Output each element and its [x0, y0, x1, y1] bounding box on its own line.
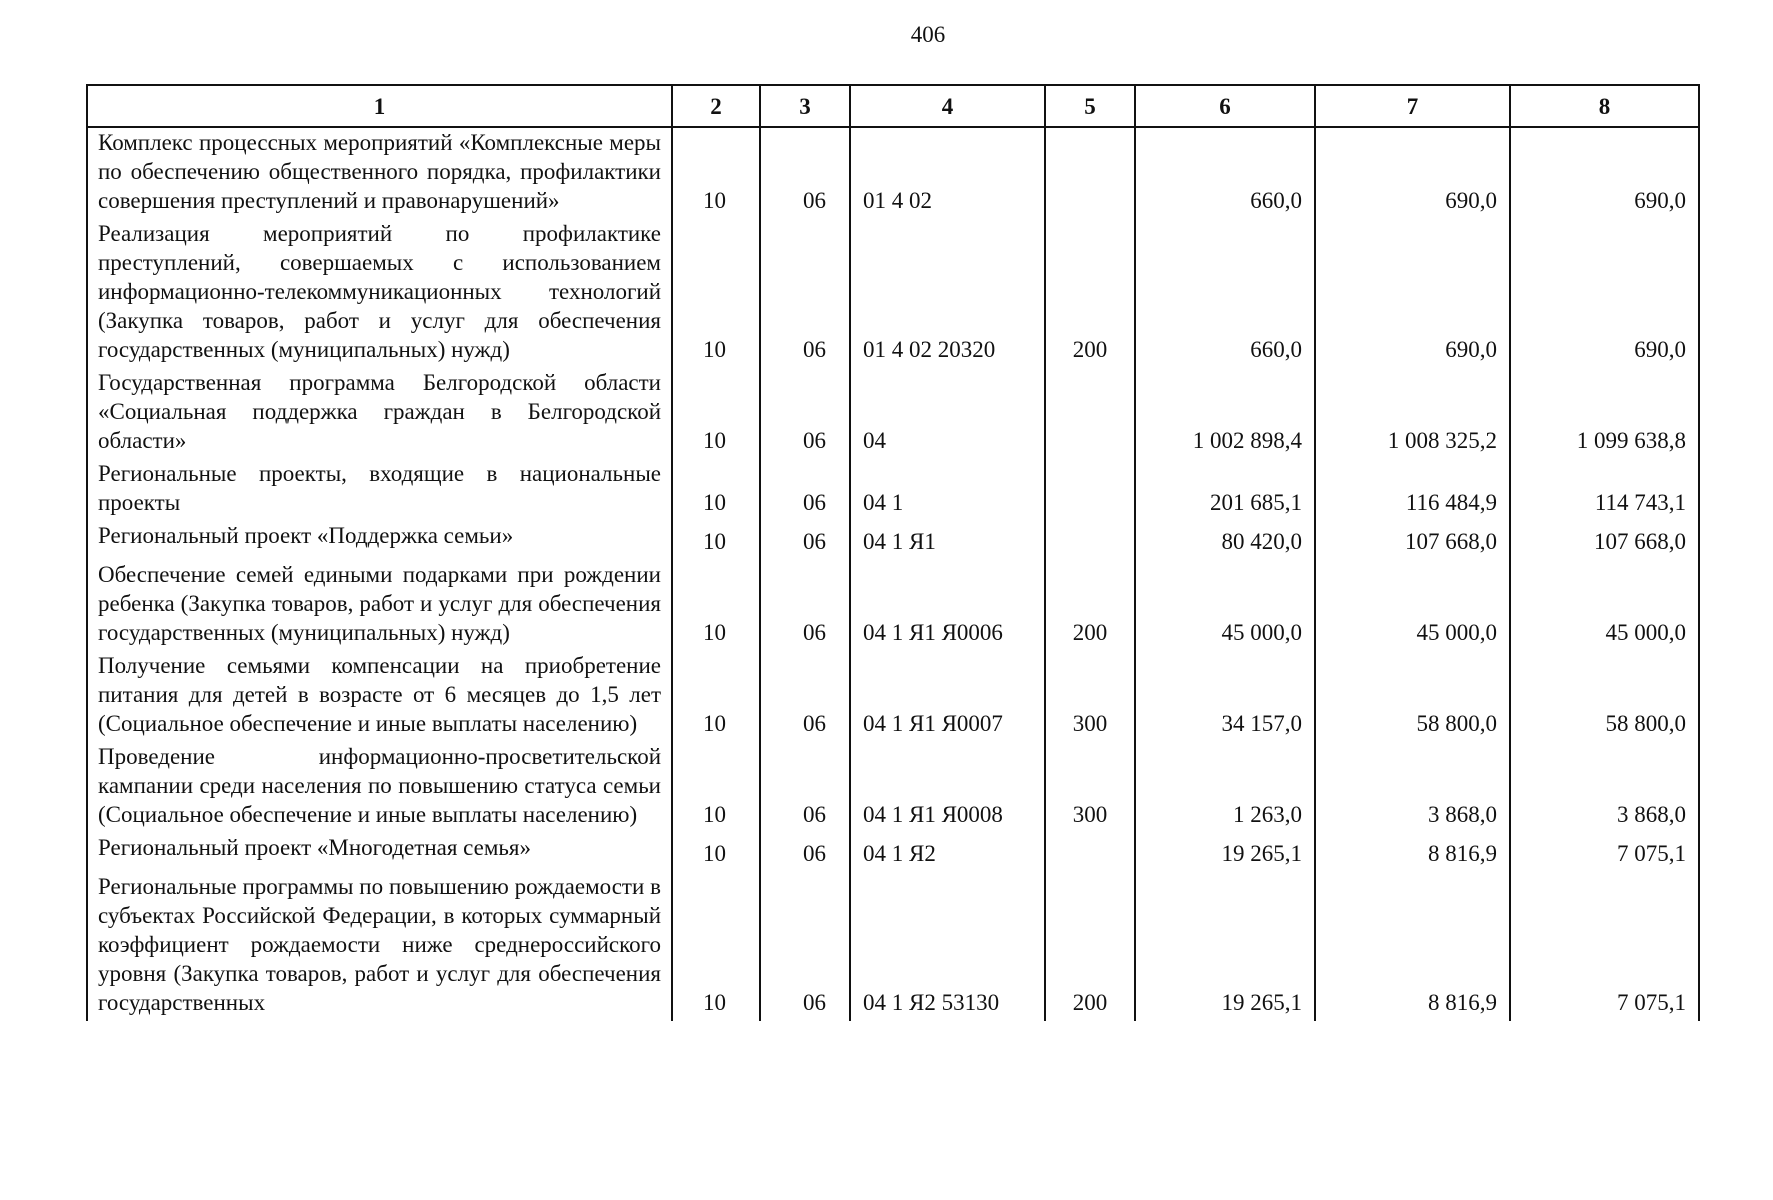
row-expense-type: 300 — [1045, 742, 1135, 833]
row-amount-year1: 660,0 — [1135, 219, 1315, 368]
row-name: Региональный проект «Поддержка семьи» — [87, 521, 672, 560]
header-col-3: 3 — [760, 85, 850, 127]
row-amount-year1: 201 685,1 — [1135, 459, 1315, 521]
row-amount-year1: 1 002 898,4 — [1135, 368, 1315, 459]
row-amount-year3: 1 099 638,8 — [1510, 368, 1699, 459]
row-amount-year3: 3 868,0 — [1510, 742, 1699, 833]
row-amount-year1: 34 157,0 — [1135, 651, 1315, 742]
row-name: Региональные программы по повышению рождаемости в субъектах Российской Федерации, в которых суммарный коэффициент рождаемости ниже среднероссийского уровня (Закупка товаров, работ и услуг для обеспечения государственных — [87, 872, 672, 1021]
table-row — [87, 833, 1699, 872]
row-section: 10 — [672, 651, 760, 742]
row-name: Государственная программа Белгородской области «Социальная поддержка граждан в Белгородской области» — [87, 368, 672, 459]
row-amount-year3: 107 668,0 — [1510, 521, 1699, 560]
row-section: 10 — [672, 368, 760, 459]
header-col-8: 8 — [1510, 85, 1699, 127]
row-amount-year2: 690,0 — [1315, 219, 1510, 368]
row-target-code: 04 1 Я1 Я0008 — [850, 742, 1045, 833]
row-name: Региональные проекты, входящие в национальные проекты — [87, 459, 672, 521]
row-expense-type — [1045, 521, 1135, 560]
row-expense-type: 200 — [1045, 872, 1135, 1021]
row-subsection: 06 — [760, 368, 850, 459]
table-row — [87, 127, 1699, 219]
table-row — [87, 742, 1699, 833]
row-section: 10 — [672, 521, 760, 560]
row-expense-type — [1045, 459, 1135, 521]
row-subsection: 06 — [760, 742, 850, 833]
budget-table — [86, 84, 1700, 1021]
row-amount-year1: 19 265,1 — [1135, 872, 1315, 1021]
row-section: 10 — [672, 459, 760, 521]
header-col-1: 1 — [87, 85, 672, 127]
table-row — [87, 651, 1699, 742]
row-amount-year2: 690,0 — [1315, 127, 1510, 219]
row-subsection: 06 — [760, 127, 850, 219]
row-amount-year3: 114 743,1 — [1510, 459, 1699, 521]
row-expense-type — [1045, 368, 1135, 459]
table-row — [87, 521, 1699, 560]
row-amount-year2: 3 868,0 — [1315, 742, 1510, 833]
row-amount-year3: 58 800,0 — [1510, 651, 1699, 742]
row-amount-year3: 45 000,0 — [1510, 560, 1699, 651]
row-target-code: 04 1 Я1 Я0006 — [850, 560, 1045, 651]
row-amount-year1: 45 000,0 — [1135, 560, 1315, 651]
row-expense-type — [1045, 127, 1135, 219]
row-section: 10 — [672, 742, 760, 833]
row-subsection: 06 — [760, 459, 850, 521]
row-amount-year2: 45 000,0 — [1315, 560, 1510, 651]
row-name: Проведение информационно-просветительской кампании среди населения по повышению статуса семьи (Социальное обеспечение и иные выплаты населению) — [87, 742, 672, 833]
row-amount-year2: 8 816,9 — [1315, 872, 1510, 1021]
row-subsection: 06 — [760, 521, 850, 560]
row-amount-year1: 80 420,0 — [1135, 521, 1315, 560]
table-row — [87, 560, 1699, 651]
row-amount-year1: 660,0 — [1135, 127, 1315, 219]
row-amount-year3: 7 075,1 — [1510, 872, 1699, 1021]
table-row — [87, 368, 1699, 459]
row-amount-year3: 690,0 — [1510, 219, 1699, 368]
row-section: 10 — [672, 127, 760, 219]
header-row — [87, 85, 1699, 127]
row-target-code: 04 — [850, 368, 1045, 459]
row-amount-year2: 1 008 325,2 — [1315, 368, 1510, 459]
row-section: 10 — [672, 833, 760, 872]
header-col-6: 6 — [1135, 85, 1315, 127]
row-amount-year1: 19 265,1 — [1135, 833, 1315, 872]
row-subsection: 06 — [760, 651, 850, 742]
row-name: Реализация мероприятий по профилактике преступлений, совершаемых с использованием информационно-телекоммуникационных технологий (Закупка товаров, работ и услуг для обеспечения государственных (муниципальных) нужд) — [87, 219, 672, 368]
row-target-code: 04 1 — [850, 459, 1045, 521]
row-subsection: 06 — [760, 833, 850, 872]
row-target-code: 04 1 Я1 — [850, 521, 1045, 560]
row-amount-year1: 1 263,0 — [1135, 742, 1315, 833]
row-section: 10 — [672, 560, 760, 651]
row-subsection: 06 — [760, 560, 850, 651]
header-col-4: 4 — [850, 85, 1045, 127]
row-amount-year3: 690,0 — [1510, 127, 1699, 219]
row-section: 10 — [672, 872, 760, 1021]
header-col-7: 7 — [1315, 85, 1510, 127]
row-expense-type: 200 — [1045, 560, 1135, 651]
row-target-code: 01 4 02 20320 — [850, 219, 1045, 368]
row-expense-type: 300 — [1045, 651, 1135, 742]
row-amount-year2: 116 484,9 — [1315, 459, 1510, 521]
row-expense-type: 200 — [1045, 219, 1135, 368]
row-name: Региональный проект «Многодетная семья» — [87, 833, 672, 872]
row-amount-year3: 7 075,1 — [1510, 833, 1699, 872]
row-name: Обеспечение семей едиными подарками при рождении ребенка (Закупка товаров, работ и услуг для обеспечения государственных (муниципальных) нужд) — [87, 560, 672, 651]
row-amount-year2: 58 800,0 — [1315, 651, 1510, 742]
table-row — [87, 459, 1699, 521]
row-name: Комплекс процессных мероприятий «Комплексные меры по обеспечению общественного порядка, профилактики совершения преступлений и правонарушений» — [87, 127, 672, 219]
row-name: Получение семьями компенсации на приобретение питания для детей в возрасте от 6 месяцев до 1,5 лет (Социальное обеспечение и иные выплаты населению) — [87, 651, 672, 742]
row-expense-type — [1045, 833, 1135, 872]
header-col-5: 5 — [1045, 85, 1135, 127]
row-section: 10 — [672, 219, 760, 368]
row-target-code: 01 4 02 — [850, 127, 1045, 219]
row-subsection: 06 — [760, 872, 850, 1021]
row-amount-year2: 107 668,0 — [1315, 521, 1510, 560]
row-amount-year2: 8 816,9 — [1315, 833, 1510, 872]
row-subsection: 06 — [760, 219, 850, 368]
row-target-code: 04 1 Я2 — [850, 833, 1045, 872]
row-target-code: 04 1 Я2 53130 — [850, 872, 1045, 1021]
table-row — [87, 872, 1699, 1021]
header-col-2: 2 — [672, 85, 760, 127]
page-number: 406 — [910, 22, 946, 47]
table-row — [87, 219, 1699, 368]
row-target-code: 04 1 Я1 Я0007 — [850, 651, 1045, 742]
